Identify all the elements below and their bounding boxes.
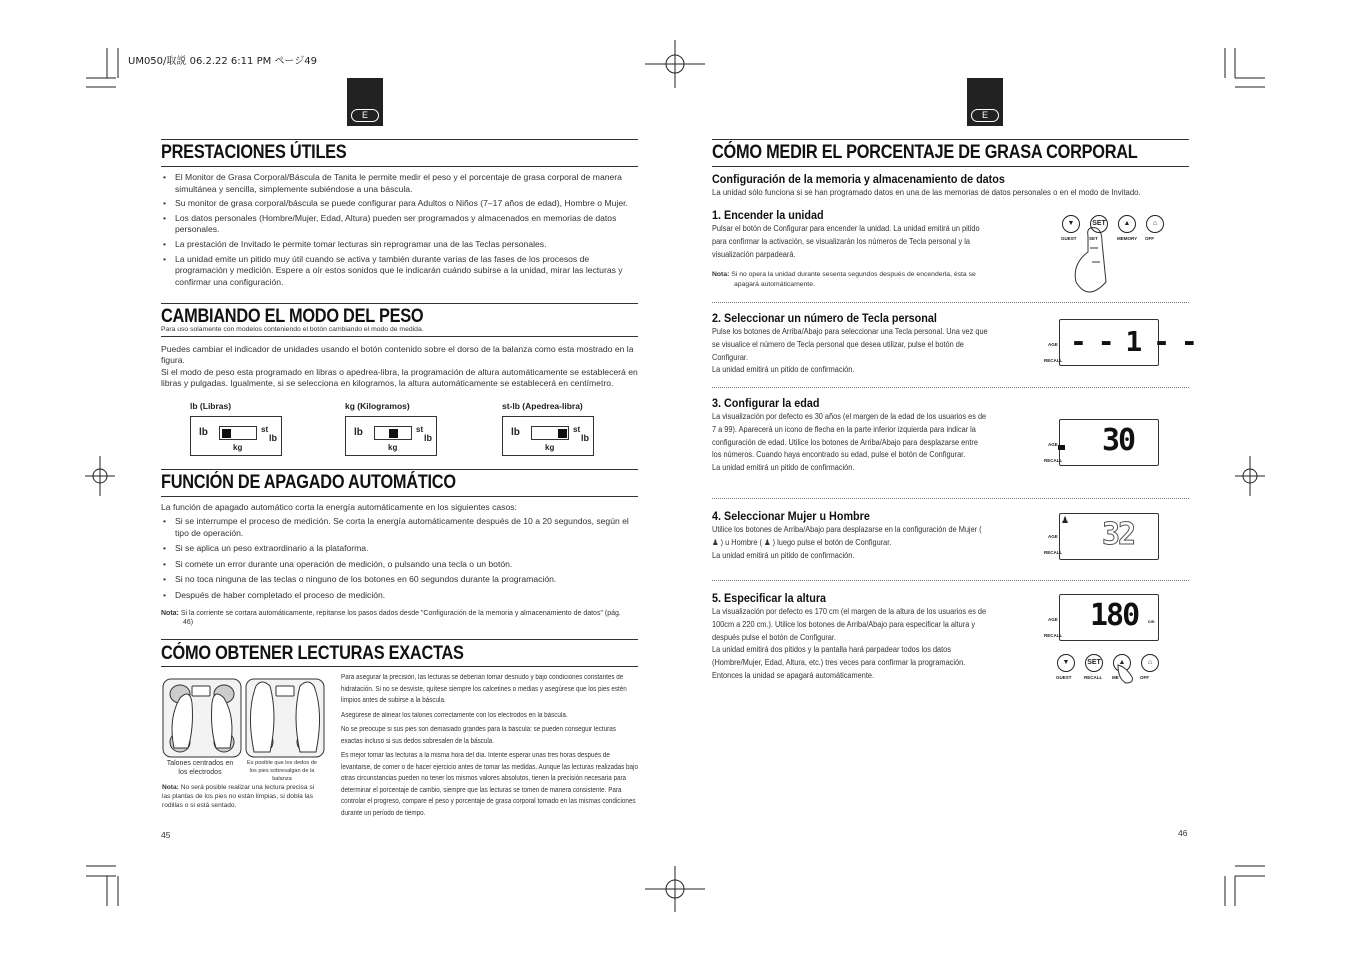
- lcd-digits: 180: [1090, 598, 1139, 633]
- device-button-label: OFF: [1145, 236, 1154, 241]
- step-text: La visualización por defecto es 170 cm (el margen de la altura de los usuarios es de 100cm a 220 cm.). Utilice los botones de Arriba/Abajo para especificar la altura y después pulse el botón de Configurar. La unidad emitirá dos pitidos y la pantalla hará parpadear todos los datos (Hombre/Mujer, Edad, Altura, etc.) tres veces para confirmar la programación. Entonces la unidad se apagará automáticamente.: [712, 607, 987, 680]
- lecturas-paragraph: Asegúrese de alinear los talones correctamente con los electrodos en la báscula.: [341, 711, 568, 719]
- switch-slot: [374, 426, 412, 440]
- device-button-label: OFF: [1140, 675, 1149, 680]
- device-button-label: GUEST: [1056, 675, 1072, 680]
- switch-slot: [531, 426, 569, 440]
- unit-switch-figure: [345, 416, 437, 456]
- device-button-2[interactable]: ▲: [1113, 654, 1131, 672]
- device-button-label: GUEST: [1061, 236, 1077, 241]
- lcd-digits: 32: [1102, 517, 1135, 552]
- bullet-item: • Los datos personales (Hombre/Mujer, Edad, Altura) pueden ser programados y almacenados en memorias de datos personales.: [161, 213, 638, 236]
- lcd-age-label: AGE: [1048, 534, 1058, 539]
- lcd-digits: - - 1 - -: [1070, 325, 1195, 358]
- lcd-recall-label: RECALL: [1044, 633, 1063, 638]
- note-text: Si la corriente se cortara automáticamente, repítanse los pasos dados desde "Configuración de la memoria y almacenamiento de datos" (pág. 46): [180, 610, 621, 626]
- bullet-item: • Si no toca ninguna de las teclas o ninguno de los botones en 60 segundos durante la programación.: [161, 574, 638, 586]
- note-label: Nota:: [712, 271, 730, 278]
- divider: [712, 387, 1189, 388]
- note-label: Nota:: [162, 784, 179, 791]
- switch-stlb-label: lb: [424, 433, 432, 443]
- unit-figure-label: st-lb (Apedrea-libra): [502, 401, 583, 411]
- unit-switch-figure: [190, 416, 282, 456]
- apagado-intro: La función de apagado automático corta la energía automáticamente en los siguientes casos:: [161, 502, 517, 512]
- device-button-label: MEMORY: [1117, 236, 1138, 241]
- bullet-item: • Su monitor de grasa corporal/báscula se puede configurar para Adultos o Niños (7–17 años de edad), Hombre o Mujer.: [161, 198, 638, 210]
- female-icon: ♟: [1061, 515, 1070, 525]
- device-button-2[interactable]: ▲: [1118, 215, 1136, 233]
- step-text: Pulsar el botón de Configurar para encender la unidad. La unidad emitirá un pitido para confirmar la activación, se visualizarán los números de Tecla personal y la visualización parpadeará.: [712, 224, 980, 259]
- note-text: Si no opera la unidad durante sesenta segundos después de encenderla, ésta se apagará automáticamente.: [731, 271, 976, 288]
- rule: [161, 496, 638, 497]
- bullet-item: • Después de haber completado el proceso de medición.: [161, 590, 638, 602]
- page-number-left: 45: [161, 830, 171, 840]
- device-button-3[interactable]: ⌂: [1141, 654, 1159, 672]
- rule: [161, 139, 638, 140]
- step-heading: 5. Especificar la altura: [712, 591, 827, 605]
- bullet-item: • La unidad emite un pitido muy útil cuando se activa y también durante varias de las fases de los procesos de programación y medición. Espere a oír estos sonidos que le indicarán cuándo subirse a la unidad, mirar las lecturas y confirmar una configuración.: [161, 254, 638, 289]
- rule: [161, 469, 638, 470]
- lcd-display-step4: [1059, 513, 1159, 560]
- bullet-item: • Si se interrumpe el proceso de medición. Se corta la energía automáticamente después de 10 a 20 segundos, según el tipo de operación.: [161, 516, 638, 539]
- device-button-0[interactable]: ▼: [1062, 215, 1080, 233]
- lcd-recall-label: RECALL: [1044, 358, 1063, 363]
- rule: [161, 336, 638, 337]
- switch-stlb-label: lb: [269, 433, 277, 443]
- device-button-0[interactable]: ▼: [1057, 654, 1075, 672]
- rule: [161, 666, 638, 667]
- bullet-item: • Si se aplica un peso extraordinario a la plataforma.: [161, 543, 638, 555]
- switch-slot: [219, 426, 257, 440]
- subsection-text: La unidad sólo funciona si se han programado datos en una de las memorias de datos personales o en el modo de Invitado.: [712, 188, 1141, 197]
- step-heading: 2. Seleccionar un número de Tecla personal: [712, 311, 937, 325]
- rule: [161, 303, 638, 304]
- device-button-label: RECALL: [1084, 675, 1103, 680]
- rule: [712, 139, 1189, 140]
- step-text: La visualización por defecto es 30 años (el margen de la edad de los usuarios es de 7 a 99). Aparecerá un icono de flecha en la parte inferior izquierda para indicar la configuración de edad. Utilice los botones de Arriba/Abajo para desplazarse entre los números. Cuando haya encontrado su edad, pulse el botón de Configurar. La unidad emitirá un pitido de confirmación.: [712, 412, 987, 473]
- switch-kg-label: kg: [545, 443, 555, 452]
- lcd-digits: 30: [1102, 423, 1135, 458]
- bullet-item: • La prestación de Invitado le permite tomar lecturas sin reprogramar una de las Teclas personales.: [161, 239, 638, 251]
- tab-label: E: [971, 109, 999, 122]
- switch-kg-label: kg: [233, 443, 243, 452]
- divider: [712, 580, 1189, 581]
- switch-knob: [558, 429, 567, 438]
- note: [712, 270, 1002, 289]
- rule: [712, 166, 1189, 167]
- lecturas-paragraph: Para asegurar la precisión, las lecturas se deberían tomar desnudo y bajo condiciones constantes de hidratación. Si no se desviste, quítese siempre los calcetines o medias y asegúrese que los pies estén limpios antes de subirse a la báscula.: [341, 674, 627, 704]
- note: [162, 783, 322, 811]
- subsection-title: Configuración de la memoria y almacenamiento de datos: [712, 172, 1005, 186]
- switch-knob: [222, 429, 231, 438]
- lcd-display-step2: [1059, 319, 1195, 366]
- language-tab: [347, 78, 383, 126]
- switch-st-label: st: [261, 425, 269, 434]
- lecturas-paragraph: No se preocupe si sus pies son demasiado grandes para la báscula: se pueden conseguir lecturas exactas incluso si sus dedos sobresalen de la báscula.: [341, 726, 616, 745]
- lcd-age-label: AGE: [1048, 342, 1058, 347]
- lcd-age-label: AGE: [1048, 617, 1058, 622]
- section-title-prestaciones: PRESTACIONES ÚTILES: [161, 142, 347, 163]
- switch-stlb-label: lb: [581, 433, 589, 443]
- section-title-apagado: FUNCIÓN DE APAGADO AUTOMÁTICO: [161, 472, 456, 493]
- device-button-1[interactable]: SET: [1090, 215, 1108, 233]
- step-heading: 1. Encender la unidad: [712, 208, 824, 222]
- switch-knob: [389, 429, 398, 438]
- bullet-item: • Si comete un error durante una operación de medición, o pulsando una tecla o un botón.: [161, 559, 638, 571]
- switch-lb-label: lb: [199, 427, 208, 438]
- caption-dedos: Es posible que los dedos de los pies sobresalgan de la balanza: [247, 760, 317, 782]
- caption-talones: Talones centrados en los electrodos: [166, 760, 234, 776]
- language-tab: [967, 78, 1003, 126]
- lecturas-paragraphs: [341, 672, 638, 822]
- step-heading: 4. Seleccionar Mujer u Hombre: [712, 509, 870, 523]
- unit-switch-figure: [502, 416, 594, 456]
- device-button-label: SET: [1089, 236, 1098, 241]
- section-subtitle: Para uso solamente con modelos conteniendo el botón cambiando el modo de medida.: [161, 326, 424, 333]
- switch-st-label: st: [416, 425, 424, 434]
- note-text: No será posible realizar una lectura precisa si las plantas de los pies no están limpias, si dobla las rodillas o si está sentado.: [162, 784, 315, 810]
- lcd-age-label: AGE: [1048, 442, 1058, 447]
- note: [161, 609, 631, 627]
- section-title-medir: CÓMO MEDIR EL PORCENTAJE DE GRASA CORPORAL: [712, 142, 1138, 163]
- lcd-age-arrow: [1058, 445, 1065, 450]
- feet-on-scale-illustration: [162, 678, 328, 760]
- device-button-1[interactable]: SET: [1085, 654, 1103, 672]
- rule: [161, 639, 638, 640]
- modo-peso-paragraph: Puedes cambiar el indicador de unidades usando el botón contenido sobre el dorso de la balanza como esta mostrado en la figura. Si el modo de peso esta programado en libras o apedrea-libra, la programación de altura automáticamente se establecerá en libras y pulgadas. Igualmente, si se selecciona en kilogramos, la altura automáticamente se establecerá en centímetro.: [161, 344, 638, 389]
- step-text: Utilice los botones de Arriba/Abajo para desplazarse en la configuración de Mujer ( ♟ ) u Hombre ( ♟ ) luego pulse el botón de Configurar. La unidad emitirá un pitido de confirmación.: [712, 525, 982, 560]
- rule: [161, 166, 638, 167]
- page-number-right: 46: [1178, 828, 1188, 838]
- hand-pressing-up-illustration: [1114, 663, 1144, 685]
- unit-figure-label: lb (Libras): [190, 401, 232, 411]
- bullet-list: [161, 172, 638, 291]
- lecturas-paragraph: Es mejor tomar las lecturas a la misma hora del día. Intente esperar unas tres horas después de levantarse, de comer o de hacer ejercicio antes de tomar las medidas. Aunque las lecturas realizadas bajo otras circunstancias pueden no tener los mismos valores absolutos, tienen la precisión necesaria para determinar el porcentaje de cambio, siempre que las lecturas se tomen de manera consistente. Para controlar el progreso, compare el peso y porcentaje de grasa corporal tomado en las mismas condiciones durante un período de tiempo.: [341, 752, 638, 817]
- switch-st-label: st: [573, 425, 581, 434]
- switch-kg-label: kg: [388, 443, 398, 452]
- bullet-list: [161, 516, 638, 606]
- tab-label: E: [351, 109, 379, 122]
- print-meta: UM050/取説 06.2.22 6:11 PM ページ49: [128, 56, 317, 67]
- bullet-item: • El Monitor de Grasa Corporal/Báscula de Tanita le permite medir el peso y el porcentaje de grasa corporal de manera simultánea y sencilla, simplemente subiéndose a una báscula.: [161, 172, 638, 195]
- divider: [712, 498, 1189, 499]
- step-text: Pulse los botones de Arriba/Abajo para seleccionar una Tecla personal. Una vez que se visualice el número de Tecla personal que desea utilizar, pulse el botón de Configurar. La unidad emitirá un pitido de confirmación.: [712, 327, 988, 375]
- note-label: Nota:: [161, 610, 179, 617]
- lcd-display-step3: [1059, 419, 1159, 466]
- step-heading: 3. Configurar la edad: [712, 396, 820, 410]
- lcd-unit: cm: [1148, 619, 1155, 624]
- device-button-3[interactable]: ⌂: [1146, 215, 1164, 233]
- switch-lb-label: lb: [511, 427, 520, 438]
- lcd-recall-label: RECALL: [1044, 550, 1063, 555]
- section-title-modo-peso: CAMBIANDO EL MODO DEL PESO: [161, 306, 424, 327]
- divider: [712, 302, 1189, 303]
- device-button-label: ME: [1112, 675, 1119, 680]
- lcd-display-step5: [1059, 594, 1159, 641]
- section-title-lecturas: CÓMO OBTENER LECTURAS EXACTAS: [161, 643, 464, 664]
- lcd-recall-label: RECALL: [1044, 458, 1063, 463]
- switch-lb-label: lb: [354, 427, 363, 438]
- unit-figure-label: kg (Kilogramos): [345, 401, 410, 411]
